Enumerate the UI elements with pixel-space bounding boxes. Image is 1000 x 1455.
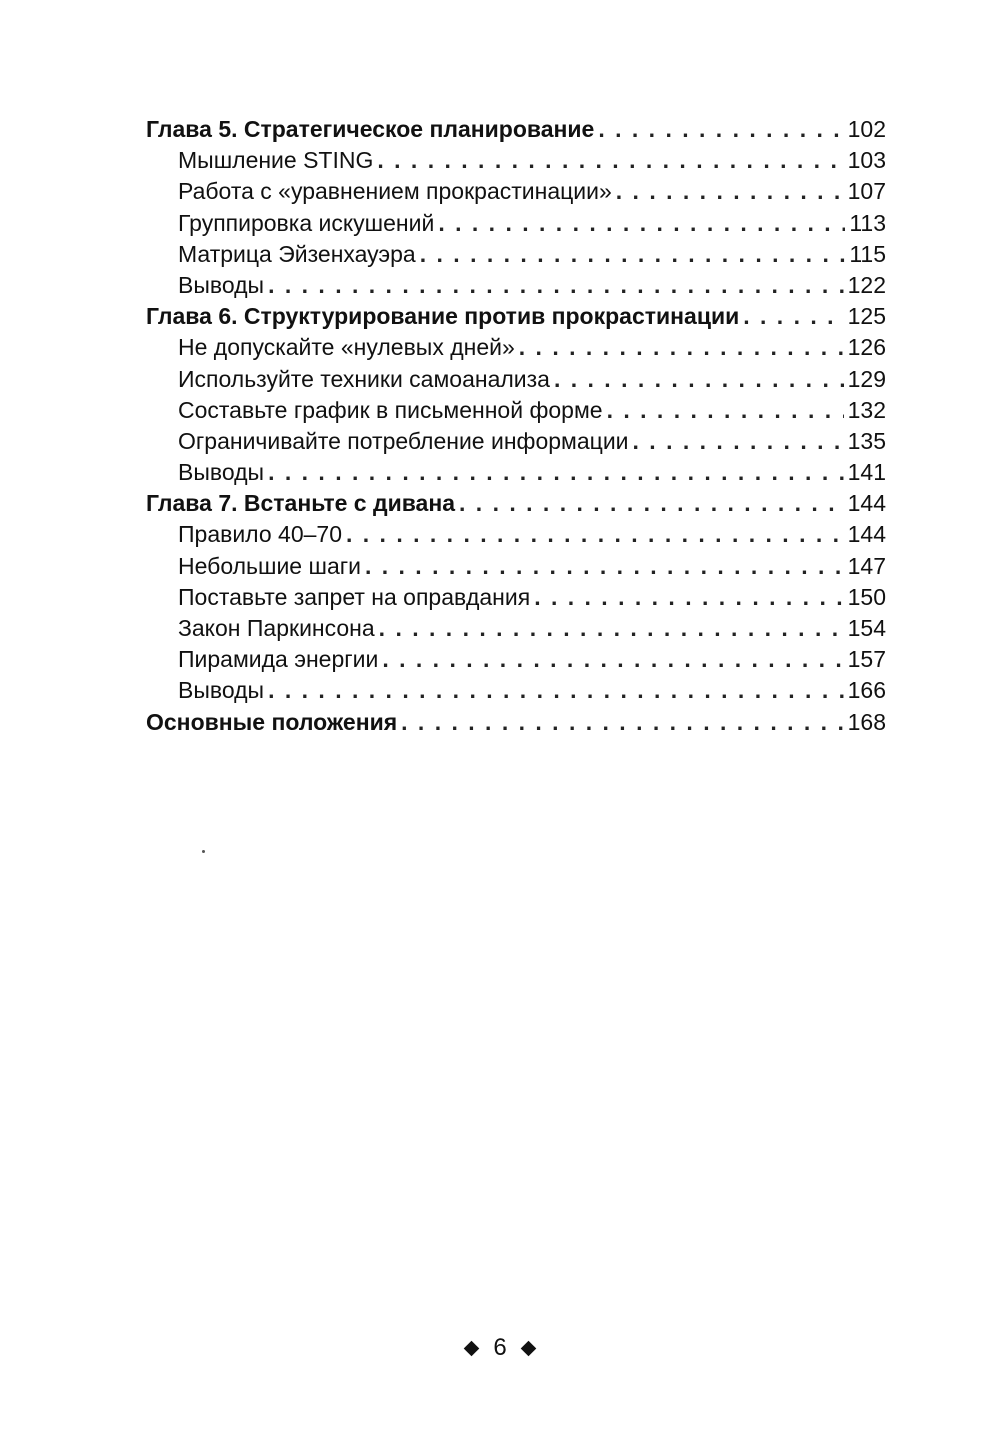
toc-leader-dots [382,644,843,675]
toc-entry-page: 132 [847,396,886,423]
toc-entry-title: Выводы [178,677,265,704]
toc-leader-dots [459,488,844,519]
toc-leader-dots [534,582,843,613]
toc-leader-dots [420,239,846,270]
toc-leader-dots [377,145,843,176]
toc-entry-title: Выводы [178,271,265,298]
toc-entry-title: Глава 6. Структурирование против прокрастинации [146,303,740,330]
toc-leader-dots [554,364,844,395]
toc-entry-title: Глава 5. Стратегическое планирование [146,116,595,142]
toc-leader-dots [401,707,843,738]
toc-entry [146,675,886,706]
toc-entry-page: 144 [847,490,886,517]
toc-entry-page: 147 [847,552,886,579]
toc-leader-dots [268,675,844,706]
toc-entry-title: Матрица Эйзенхауэра [178,240,416,267]
toc-entry [146,644,886,675]
toc-entry [146,239,886,270]
toc-entry-page: 125 [847,303,886,330]
toc-entry-title: Не допускайте «нулевых дней» [178,334,515,361]
toc-entry-page: 126 [847,334,886,361]
toc-entry-title: Основные положения [146,708,398,735]
toc-entry-title: Пирамида энергии [178,646,379,673]
toc-entry-title: Составьте график в письменной форме [178,396,603,423]
toc-leader-dots [268,457,844,488]
diamond-icon [520,1340,536,1356]
toc-leader-dots [519,332,844,363]
toc-entry [146,395,886,426]
toc-entry-title: Закон Паркинсона [178,615,375,641]
toc-leader-dots [598,114,843,145]
toc-entry [146,707,886,738]
toc-leader-dots [268,270,844,301]
toc-entry [146,176,886,207]
toc-entry [146,457,886,488]
toc-entry-title: Поставьте запрет на оправдания [178,583,531,610]
toc-leader-dots [346,519,844,550]
toc-entry-page: 144 [847,521,886,548]
toc-entry-page: 168 [847,708,886,735]
toc-entry-page: 157 [847,646,886,673]
print-speck [202,850,205,853]
toc-entry [146,270,886,301]
toc-entry-title: Небольшие шаги [178,552,361,579]
toc-entry [146,364,886,395]
toc-entry [146,551,886,582]
toc-leader-dots [633,426,844,457]
toc-leader-dots [607,395,844,426]
page-number: 6 [493,1334,507,1361]
toc-entry-page: 102 [847,116,886,142]
toc-entry-title: Мышление STING [178,147,374,174]
toc-leader-dots [365,551,844,582]
toc-entry-title: Правило 40–70 [178,521,342,548]
toc-entry-title: Группировка искушений [178,209,435,236]
toc-entry-page: 107 [847,178,886,205]
toc-entry-title: Выводы [178,459,265,486]
toc-entry [146,582,886,613]
toc-entry [146,301,886,332]
toc-leader-dots [616,176,844,207]
toc-entry-page: 166 [847,677,886,704]
table-of-contents [146,114,886,738]
toc-entry-page: 135 [847,427,886,454]
toc-entry-title: Используйте техники самоанализа [178,365,550,392]
toc-entry-page: 122 [847,271,886,298]
toc-entry-page: 115 [849,240,886,267]
toc-leader-dots [438,208,845,239]
page-footer [0,1333,1000,1363]
toc-leader-dots [379,613,844,644]
toc-entry-page: 103 [847,147,886,174]
toc-entry [146,488,886,519]
diamond-icon [464,1340,480,1356]
toc-leader-dots [743,301,843,332]
toc-entry-title: Работа с «уравнением прокрастинации» [178,178,612,205]
toc-entry [146,114,886,145]
toc-entry-page: 154 [847,615,886,641]
toc-entry-page: 150 [847,583,886,610]
toc-entry-page: 129 [847,365,886,392]
toc-entry [146,332,886,363]
toc-entry [146,145,886,176]
toc-entry-page: 141 [847,459,886,486]
toc-entry-title: Глава 7. Встаньте с дивана [146,490,456,517]
toc-entry [146,519,886,550]
toc-entry-page: 113 [849,209,886,236]
toc-entry [146,613,886,644]
toc-entry-title: Ограничивайте потребление информации [178,427,629,454]
toc-entry [146,426,886,457]
toc-entry [146,208,886,239]
